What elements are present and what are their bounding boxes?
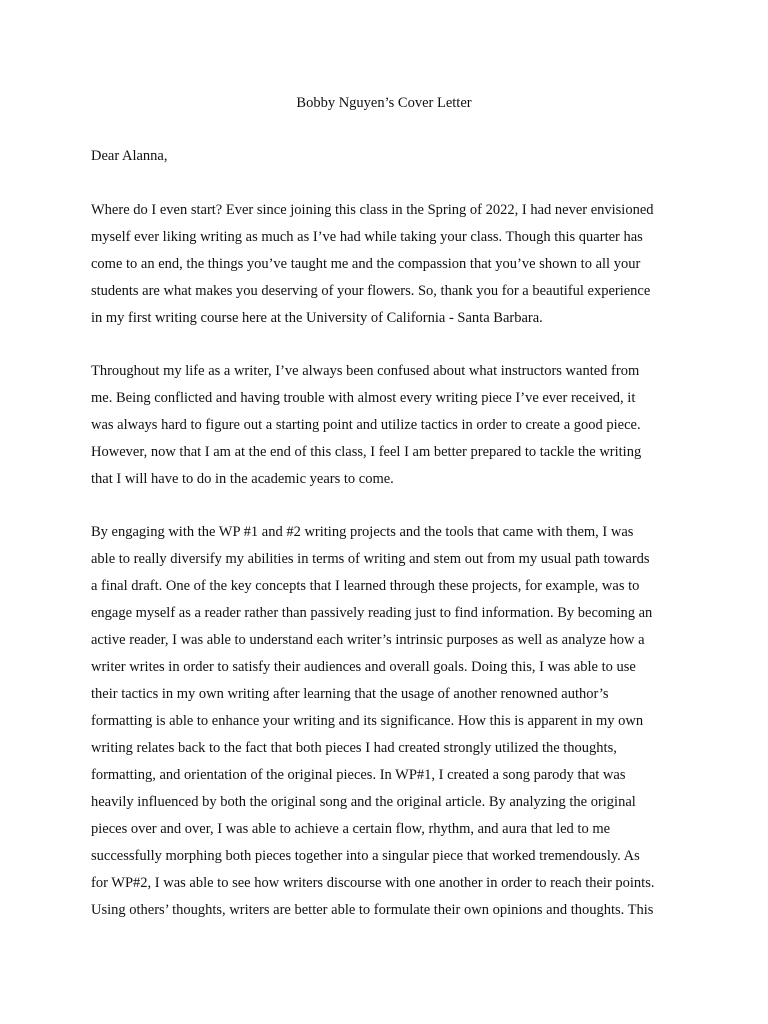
paragraph-line: Using others’ thoughts, writers are better able to formulate their own opinions and thoughts. This [91, 902, 654, 918]
paragraph-line: come to an end, the things you’ve taught me and the compassion that you’ve shown to all your [91, 256, 641, 272]
document-title: Bobby Nguyen’s Cover Letter [296, 95, 472, 111]
paragraph-line: By engaging with the WP #1 and #2 writing projects and the tools that came with them, I was [91, 524, 634, 540]
paragraph-line: writer writes in order to satisfy their audiences and overall goals. Doing this, I was able to use [91, 659, 636, 675]
paragraph-line: in my first writing course here at the University of California - Santa Barbara. [91, 310, 543, 326]
paragraph-line: a final draft. One of the key concepts that I learned through these projects, for example, was to [91, 578, 640, 594]
paragraph-line: However, now that I am at the end of this class, I feel I am better prepared to tackle the writing [91, 444, 642, 460]
paragraph-line: was always hard to figure out a starting point and utilize tactics in order to create a good piece. [91, 417, 641, 433]
paragraph-line: formatting, and orientation of the original pieces. In WP#1, I created a song parody that was [91, 767, 626, 783]
paragraph-line: that I will have to do in the academic years to come. [91, 471, 394, 487]
paragraph-line: writing relates back to the fact that both pieces I had created strongly utilized the thoughts, [91, 740, 617, 756]
paragraph-line: successfully morphing both pieces together into a singular piece that worked tremendously. As [91, 848, 640, 864]
paragraph-line: students are what makes you deserving of your flowers. So, thank you for a beautiful experience [91, 283, 651, 299]
paragraph-line: active reader, I was able to understand each writer’s intrinsic purposes as well as analyze how a [91, 632, 645, 648]
paragraph-line: Where do I even start? Ever since joining this class in the Spring of 2022, I had never envisioned [91, 202, 654, 218]
paragraph-line: engage myself as a reader rather than passively reading just to find information. By becoming an [91, 605, 653, 621]
paragraph-line: their tactics in my own writing after learning that the usage of another renowned author’s [91, 686, 609, 702]
paragraph-line: pieces over and over, I was able to achieve a certain flow, rhythm, and aura that led to me [91, 821, 611, 837]
salutation: Dear Alanna, [91, 148, 168, 164]
paragraph-line: me. Being conflicted and having trouble with almost every writing piece I’ve ever received, it [91, 390, 636, 406]
paragraph-line: for WP#2, I was able to see how writers discourse with one another in order to reach their points. [91, 875, 655, 891]
paragraph-line: able to really diversify my abilities in terms of writing and stem out from my usual path towards [91, 551, 650, 567]
paragraph-line: formatting is able to enhance your writing and its significance. How this is apparent in my own [91, 713, 644, 729]
paragraph-line: heavily influenced by both the original song and the original article. By analyzing the original [91, 794, 636, 810]
paragraph-line: myself ever liking writing as much as I’ve had while taking your class. Though this quarter has [91, 229, 643, 245]
paragraph-line: Throughout my life as a writer, I’ve always been confused about what instructors wanted from [91, 363, 640, 379]
